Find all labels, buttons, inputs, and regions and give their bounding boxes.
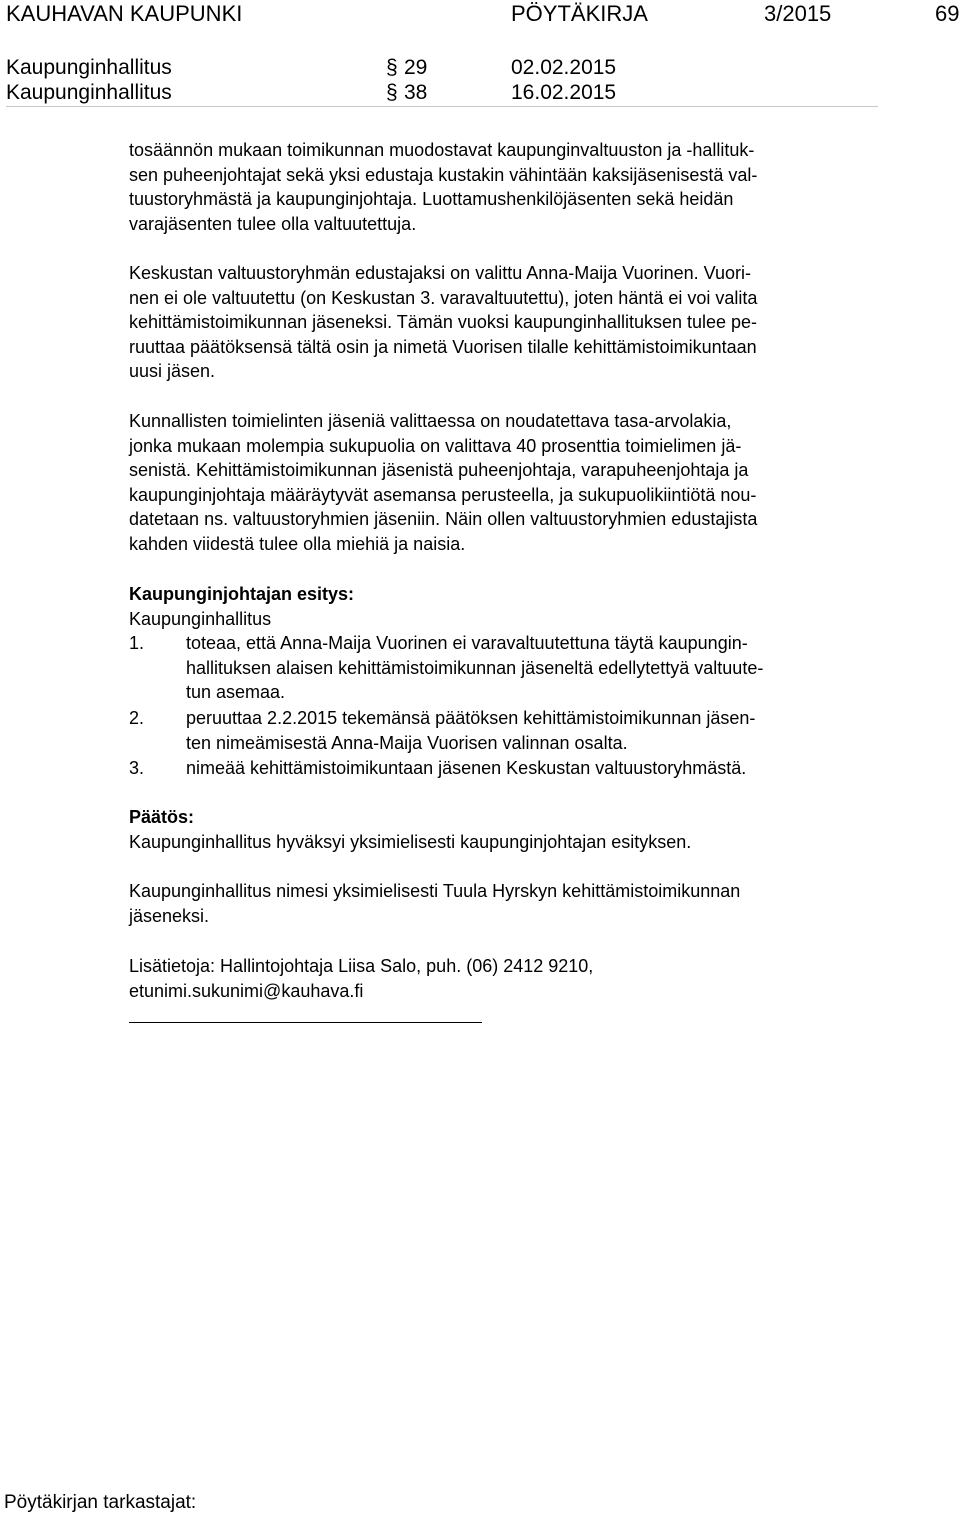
proposal-heading: Kaupunginjohtajan esitys: [129, 584, 355, 604]
item-number: 2. [129, 708, 145, 728]
text-line: kaupunginjohtaja määräytyvät asemansa perusteella, ja sukupuolikiintiötä nou- [129, 484, 757, 505]
section-symbol: § [386, 56, 398, 79]
text-line: Kunnallisten toimielinten jäseniä valittaessa on noudatettava tasa-arvolakia, [129, 411, 732, 431]
organization-name: KAUHAVAN KAUPUNKI [6, 1, 243, 26]
header-divider [6, 106, 878, 107]
item-text [186, 756, 746, 781]
item-text [186, 631, 763, 705]
text-line: sen puheenjohtajat sekä yksi edustaja kustakin vähintään kaksijäsenisestä val- [129, 164, 758, 185]
text-line: nimeää kehittämistoimikuntaan jäsenen Keskustan valtuustoryhmästä. [186, 758, 747, 778]
text-line: ruuttaa päätöksensä tältä osin ja nimetä Vuorisen tilalle kehittämistoimikuntaan [129, 336, 757, 357]
text-line: toteaa, että Anna-Maija Vuorinen ei varavaltuutettuna täytä kaupungin- [186, 633, 748, 653]
decision-heading: Päätös: [129, 807, 195, 827]
decision-appointment [129, 879, 874, 928]
meta-section: 38 [404, 81, 428, 104]
decision-text: Kaupunginhallitus hyväksyi yksimielisesti kaupunginjohtajan esityksen. [129, 831, 692, 852]
text-line: Keskustan valtuustoryhmän edustajaksi on valittu Anna-Maija Vuorinen. Vuori- [129, 263, 752, 283]
text-line: varajäsenten tulee olla valtuutettuja. [129, 213, 417, 234]
text-line: uusi jäsen. [129, 361, 216, 381]
signature-line [129, 1022, 482, 1023]
meta-body: Kaupunginhallitus [6, 56, 172, 79]
proposal-subject: Kaupunginhallitus [129, 608, 272, 629]
proposal-header [129, 582, 874, 631]
text-line: peruuttaa 2.2.2015 tekemänsä päätöksen kehittämistoimikunnan jäsen- [186, 708, 756, 728]
text-line: jonka mukaan molempia sukupuolia on valittava 40 prosenttia toimielimen jä- [129, 435, 742, 456]
meta-body: Kaupunginhallitus [6, 81, 172, 104]
section-symbol: § [386, 81, 398, 104]
footer-reviewers-label: Pöytäkirjan tarkastajat: [4, 1492, 197, 1513]
paragraph-keskusta [129, 261, 874, 384]
text-line: kehittämistoimikunnan jäseneksi. Tämän vuoksi kaupunginhallituksen tulee pe- [129, 312, 758, 332]
item-number: 3. [129, 758, 145, 778]
decision-section [129, 805, 874, 854]
issue-number: 3/2015 [764, 1, 832, 26]
text-line: Kaupunginhallitus nimesi yksimielisesti Tuula Hyrskyn kehittämistoimikunnan [129, 881, 741, 901]
text-line: tosäännön mukaan toimikunnan muodostavat kaupunginvaltuuston ja -hallituk- [129, 140, 755, 160]
meta-section: 29 [404, 56, 428, 79]
text-line: jäseneksi. [129, 905, 210, 926]
text-line: nen ei ole valtuutettu (on Keskustan 3. varavaltuutettu), joten häntä ei voi valita [129, 287, 758, 308]
item-text [186, 706, 755, 755]
contact-email: etunimi.sukunimi@kauhava.fi [129, 980, 364, 1001]
text-line: datetaan ns. valtuustoryhmien jäseniin. Näin ollen valtuustoryhmien edustajista [129, 509, 758, 529]
text-line: ten nimeämisestä Anna-Maija Vuorisen valinnan osalta. [186, 732, 628, 753]
meta-date: 02.02.2015 [511, 56, 617, 79]
text-line: hallituksen alaisen kehittämistoimikunnan jäseneltä edellytettyä valtuute- [186, 657, 764, 678]
text-line: tuustoryhmästä ja kaupunginjohtaja. Luottamushenkilöjäsenten sekä heidän [129, 189, 734, 209]
paragraph-equality [129, 409, 874, 556]
text-line: tun asemaa. [186, 682, 286, 702]
page-number: 69 [935, 1, 960, 26]
text-line: senistä. Kehittämistoimikunnan jäsenistä puheenjohtaja, varapuheenjohtaja ja [129, 460, 749, 480]
paragraph-composition [129, 138, 874, 236]
document-type: PÖYTÄKIRJA [511, 1, 648, 26]
meta-date: 16.02.2015 [511, 81, 617, 104]
contact-line: Lisätietoja: Hallintojohtaja Liisa Salo, puh. (06) 2412 9210, [129, 956, 594, 976]
contact-info [129, 954, 874, 1003]
text-line: kahden viidestä tulee olla miehiä ja naisia. [129, 533, 466, 554]
item-number: 1. [129, 633, 145, 653]
